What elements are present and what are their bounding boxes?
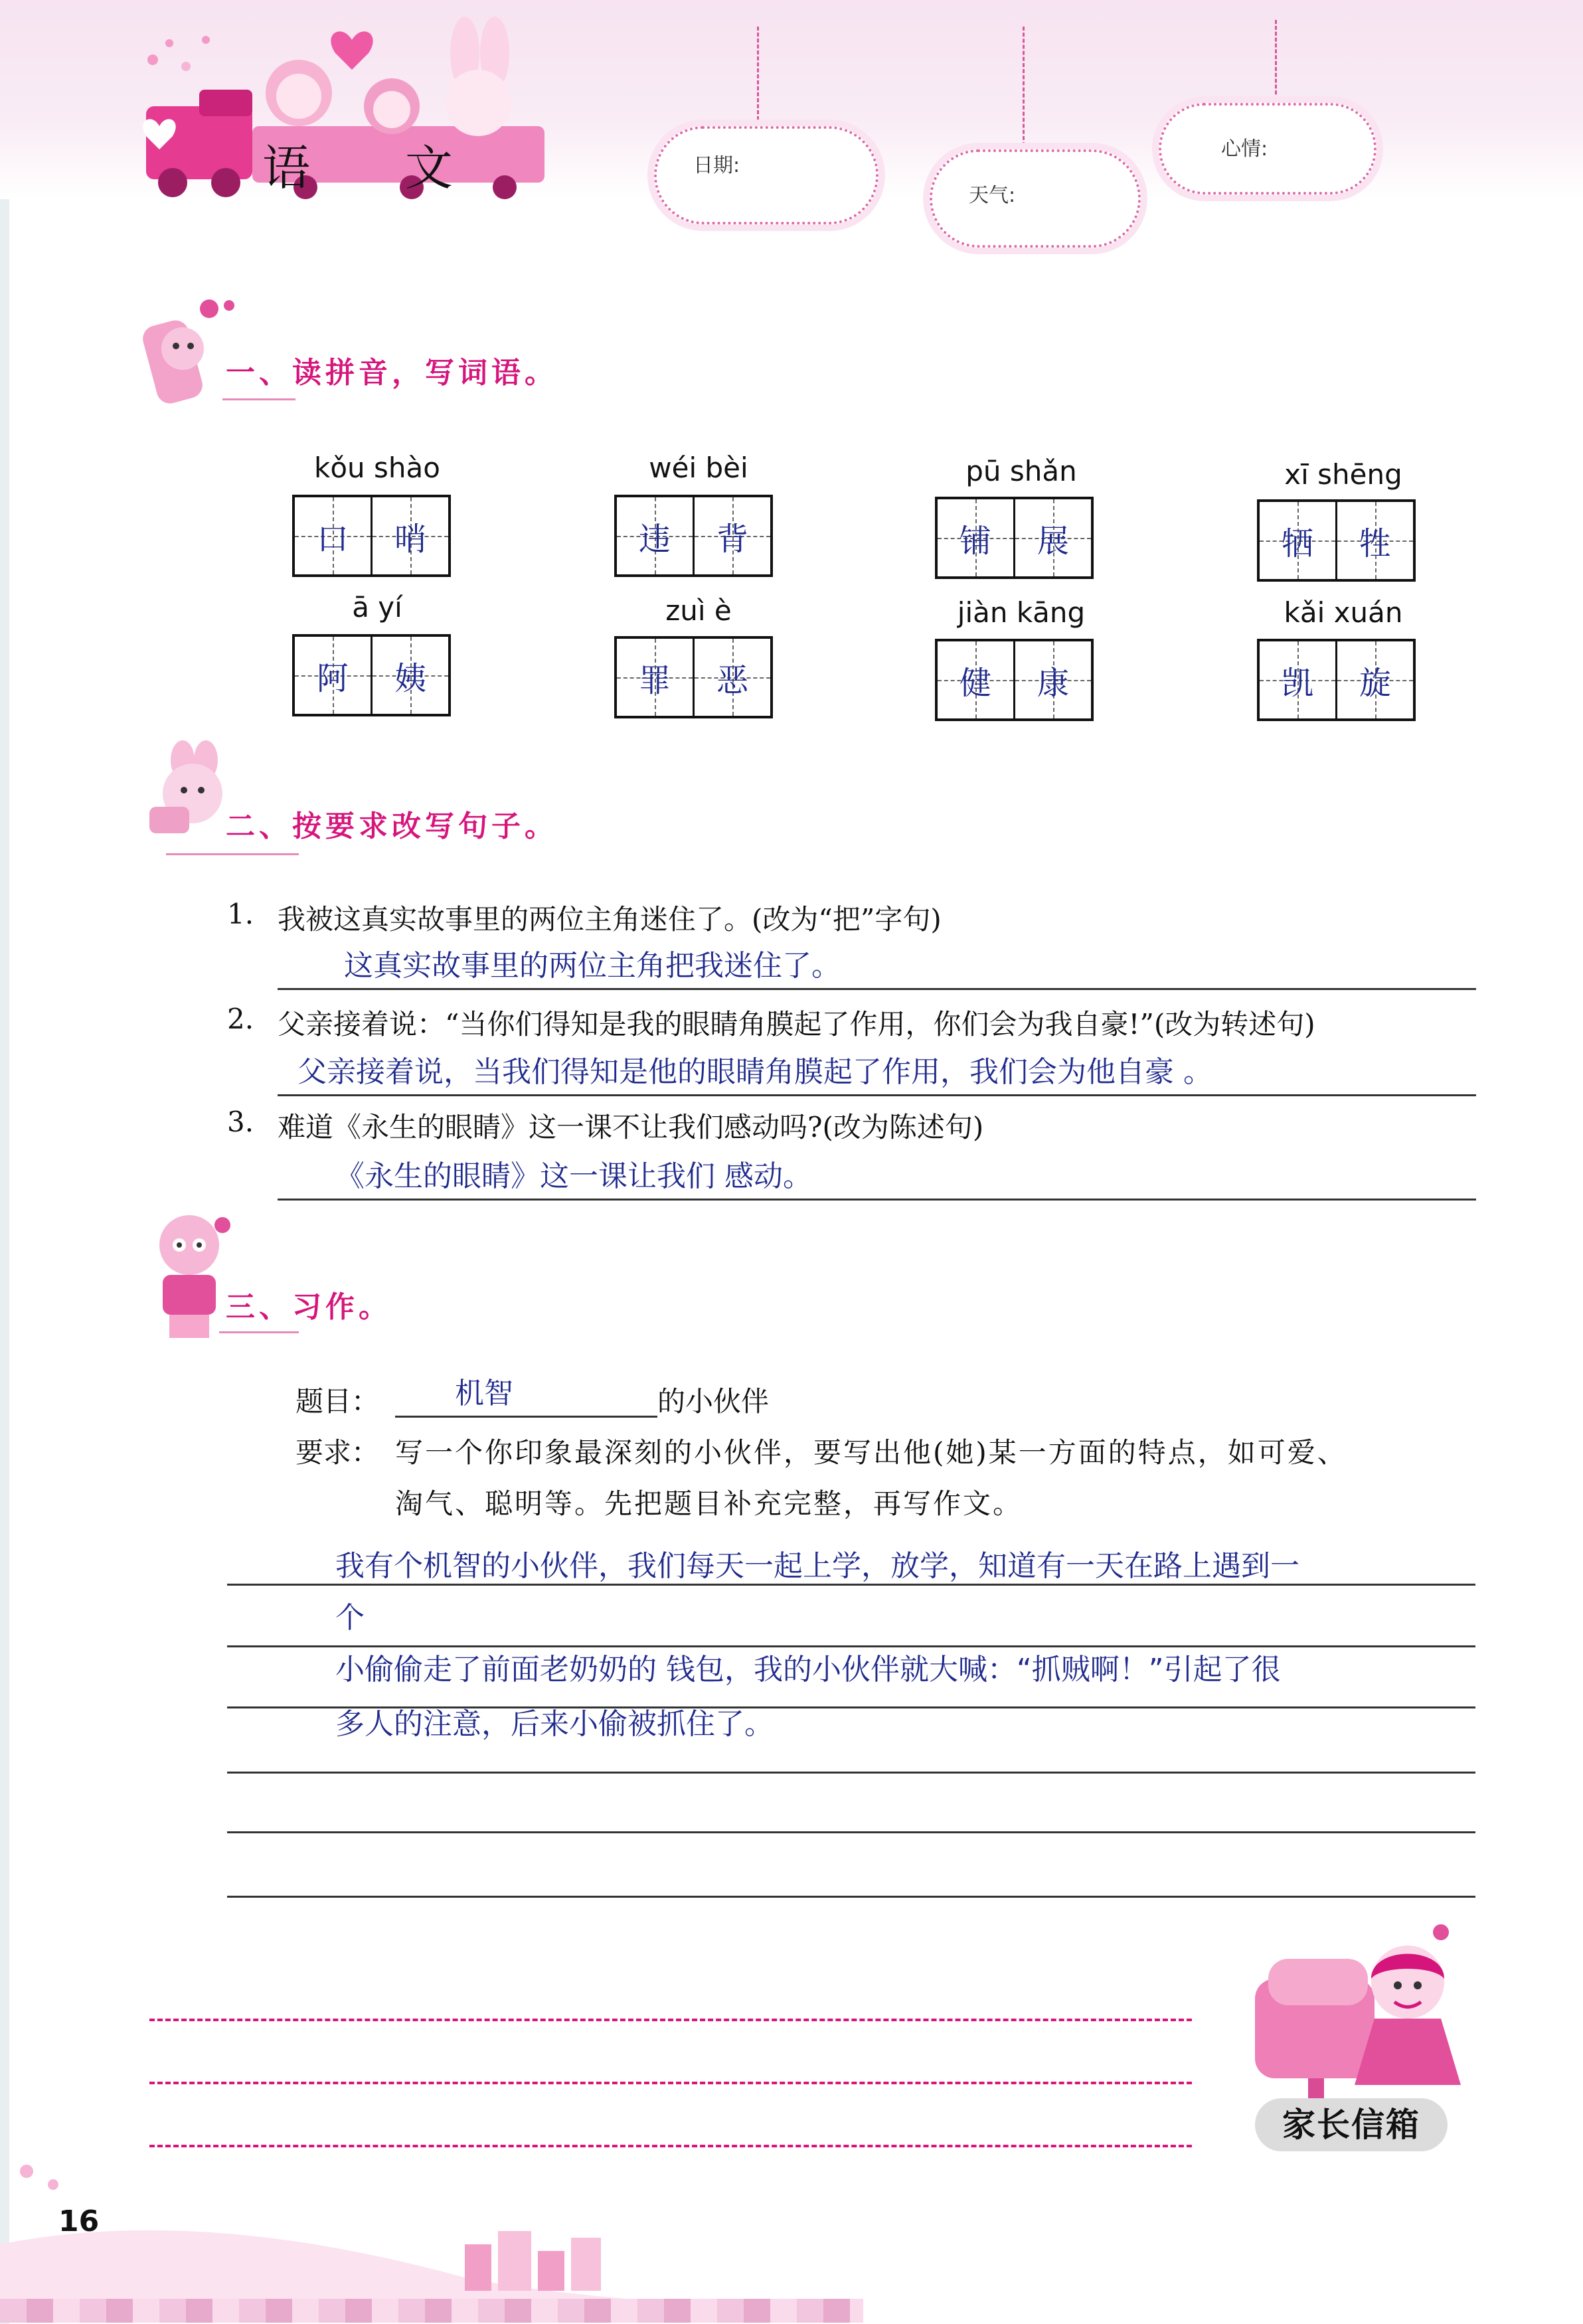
parent-mailbox-label bbox=[1255, 2098, 1448, 2151]
mood-label: 心情: bbox=[1221, 137, 1268, 161]
char-cell: 背 bbox=[693, 497, 770, 574]
cloud-string bbox=[1275, 20, 1277, 106]
pinyin-label: kǎi xuán bbox=[1284, 596, 1403, 629]
pinyin-label: pū shǎn bbox=[965, 455, 1077, 487]
answer-line bbox=[278, 1199, 1476, 1201]
answer-line bbox=[278, 1094, 1476, 1096]
page-number: 16 bbox=[58, 2204, 100, 2238]
char-cell: 罪 bbox=[617, 639, 693, 716]
writing-line bbox=[227, 1831, 1475, 1833]
section-underline bbox=[219, 1331, 299, 1333]
topic-blank-line bbox=[395, 1416, 657, 1418]
answer-text[interactable]: 这真实故事里的两位主角把我迷住了。 bbox=[344, 949, 841, 983]
section-underline bbox=[222, 398, 295, 400]
requirements-label: 要求： bbox=[295, 1436, 380, 1469]
answer-text[interactable]: 《永生的眼睛》这一课让我们 感动。 bbox=[335, 1159, 812, 1193]
char-cell: 展 bbox=[1013, 499, 1091, 576]
writing-line bbox=[227, 1584, 1475, 1586]
requirements-line: 写一个你印象最深刻的小伙伴，要写出他(她)某一方面的特点，如可爱、 bbox=[395, 1436, 1347, 1469]
mood-cloud[interactable] bbox=[1159, 103, 1376, 195]
char-cell: 哨 bbox=[371, 497, 448, 574]
char-cell: 凯 bbox=[1260, 641, 1335, 718]
char-cell: 恶 bbox=[693, 639, 770, 716]
question-text: 难道《永生的眼睛》这一课不让我们感动吗?(改为陈述句) bbox=[278, 1111, 984, 1143]
char-cell: 阿 bbox=[295, 637, 371, 714]
pinyin-label: kǒu shào bbox=[314, 452, 440, 484]
pinyin-label: zuì è bbox=[665, 594, 732, 627]
writing-line bbox=[227, 1772, 1475, 1774]
essay-line[interactable]: 我有个机智的小伙伴，我们每天一起上学，放学，知道有一天在路上遇到一 bbox=[335, 1549, 1299, 1583]
weather-label: 天气: bbox=[969, 184, 1016, 207]
weather-cloud[interactable] bbox=[930, 149, 1141, 248]
char-cell: 违 bbox=[617, 497, 693, 574]
question-number: 2. bbox=[227, 1003, 254, 1035]
word-grid[interactable] bbox=[614, 636, 773, 718]
question-number: 1. bbox=[227, 898, 254, 930]
writing-line bbox=[227, 1896, 1475, 1898]
word-grid[interactable] bbox=[292, 495, 451, 577]
question-number: 3. bbox=[227, 1106, 254, 1138]
section-underline bbox=[166, 853, 299, 855]
char-cell: 牺 bbox=[1260, 502, 1335, 579]
word-grid[interactable] bbox=[1257, 499, 1416, 582]
pinyin-label: ā yí bbox=[352, 591, 402, 623]
date-cloud[interactable] bbox=[654, 126, 878, 224]
date-label: 日期: bbox=[693, 154, 740, 177]
section3-title: 三、习作。 bbox=[226, 1290, 392, 1324]
char-cell: 健 bbox=[938, 641, 1013, 718]
answer-text[interactable]: 父亲接着说，当我们得知是他的眼睛角膜起了作用，我们会为他自豪 。 bbox=[297, 1055, 1212, 1089]
topic-label: 题目： bbox=[295, 1385, 380, 1418]
section2-title: 二、按要求改写句子。 bbox=[226, 809, 558, 843]
mailbox-line[interactable] bbox=[149, 2082, 1192, 2084]
pinyin-label: xī shēng bbox=[1284, 458, 1402, 491]
char-cell: 铺 bbox=[938, 499, 1013, 576]
char-cell: 旋 bbox=[1335, 641, 1413, 718]
parent-mailbox-text: 家长信箱 bbox=[1282, 2106, 1420, 2144]
question-text: 我被这真实故事里的两位主角迷住了。(改为“把”字句) bbox=[278, 903, 942, 936]
char-cell: 牲 bbox=[1335, 502, 1413, 579]
word-grid[interactable] bbox=[935, 497, 1094, 579]
section-mascot-icon bbox=[136, 295, 236, 415]
bottom-color-bar bbox=[0, 2299, 863, 2323]
footer-town-icon bbox=[0, 2145, 863, 2323]
essay-line[interactable]: 小偷偷走了前面老奶奶的 钱包，我的小伙伴就大喊：“抓贼啊！”引起了很 bbox=[335, 1653, 1281, 1687]
pinyin-label: jiàn kāng bbox=[957, 596, 1086, 629]
section1-title: 一、读拼音，写词语。 bbox=[226, 356, 558, 390]
char-cell: 口 bbox=[295, 497, 371, 574]
cloud-string bbox=[1023, 27, 1025, 146]
answer-line bbox=[278, 988, 1476, 990]
page-edge bbox=[0, 199, 9, 2324]
word-grid[interactable] bbox=[292, 634, 451, 716]
pinyin-label: wéi bèi bbox=[649, 452, 748, 484]
char-cell: 康 bbox=[1013, 641, 1091, 718]
word-grid[interactable] bbox=[1257, 639, 1416, 721]
question-text: 父亲接着说：“当你们得知是我的眼睛角膜起了作用，你们会为我自豪!”(改为转述句) bbox=[278, 1008, 1315, 1040]
essay-line[interactable]: 多人的注意，后来小偷被抓住了。 bbox=[335, 1707, 774, 1741]
word-grid[interactable] bbox=[935, 639, 1094, 721]
subject-title: 语 文 bbox=[262, 140, 493, 196]
mailbox-line[interactable] bbox=[149, 2019, 1192, 2021]
requirements-line: 淘气、聪明等。先把题目补充完整，再写作文。 bbox=[395, 1487, 1023, 1520]
topic-suffix: 的小伙伴 bbox=[657, 1385, 770, 1418]
cloud-string bbox=[757, 27, 759, 126]
char-cell: 姨 bbox=[371, 637, 448, 714]
word-grid[interactable] bbox=[614, 495, 773, 577]
topic-answer[interactable]: 机智 bbox=[455, 1376, 513, 1410]
essay-line[interactable]: 个 bbox=[335, 1601, 365, 1635]
